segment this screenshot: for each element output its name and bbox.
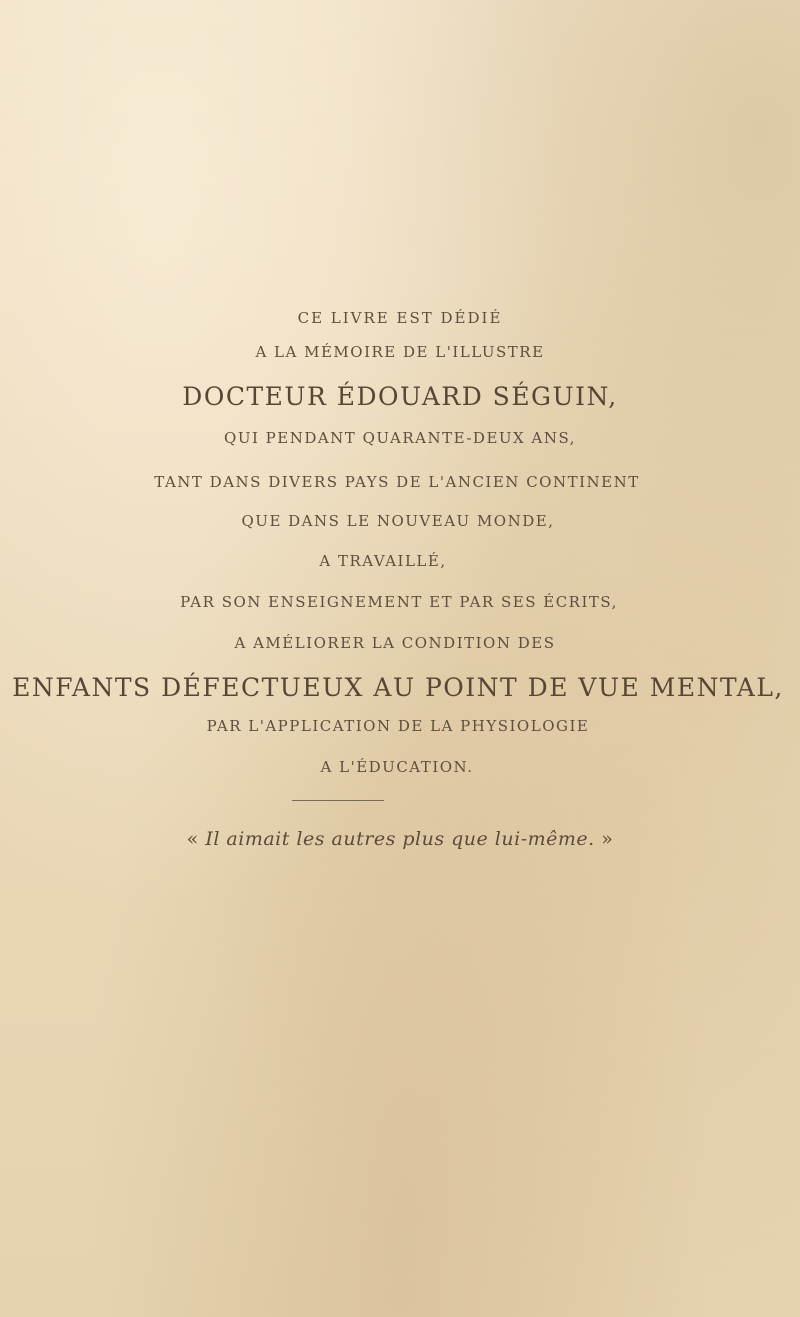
dedication-line-12: A L'ÉDUCATION. <box>320 758 474 776</box>
dedication-line-6: QUE DANS LE NOUVEAU MONDE, <box>241 512 555 530</box>
dedication-line-2: A LA MÉMOIRE DE L'ILLUSTRE <box>255 343 545 361</box>
epigraph-open-quote: « <box>186 828 199 850</box>
dedication-line-7: A TRAVAILLÉ, <box>319 552 447 570</box>
dedication-line-9: A AMÉLIORER LA CONDITION DES <box>234 634 556 652</box>
epigraph-close-quote: » <box>601 828 614 850</box>
dedication-line-4: QUI PENDANT QUARANTE-DEUX ANS, <box>224 429 576 447</box>
epigraph-text: Il aimait les autres plus que lui-même. <box>205 828 595 850</box>
section-divider <box>292 800 384 801</box>
dedication-name: DOCTEUR ÉDOUARD SÉGUIN, <box>182 382 618 411</box>
dedication-line-8: PAR SON ENSEIGNEMENT ET PAR SES ÉCRITS, <box>180 593 618 611</box>
dedication-line-11: PAR L'APPLICATION DE LA PHYSIOLOGIE <box>206 717 590 735</box>
dedication-line-1: CE LIVRE EST DÉDIÉ <box>297 309 503 327</box>
epigraph <box>0 828 800 850</box>
dedication-line-10: ENFANTS DÉFECTUEUX AU POINT DE VUE MENTAL, <box>12 673 784 702</box>
dedication-line-5: TANT DANS DIVERS PAYS DE L'ANCIEN CONTINENT <box>154 473 640 491</box>
